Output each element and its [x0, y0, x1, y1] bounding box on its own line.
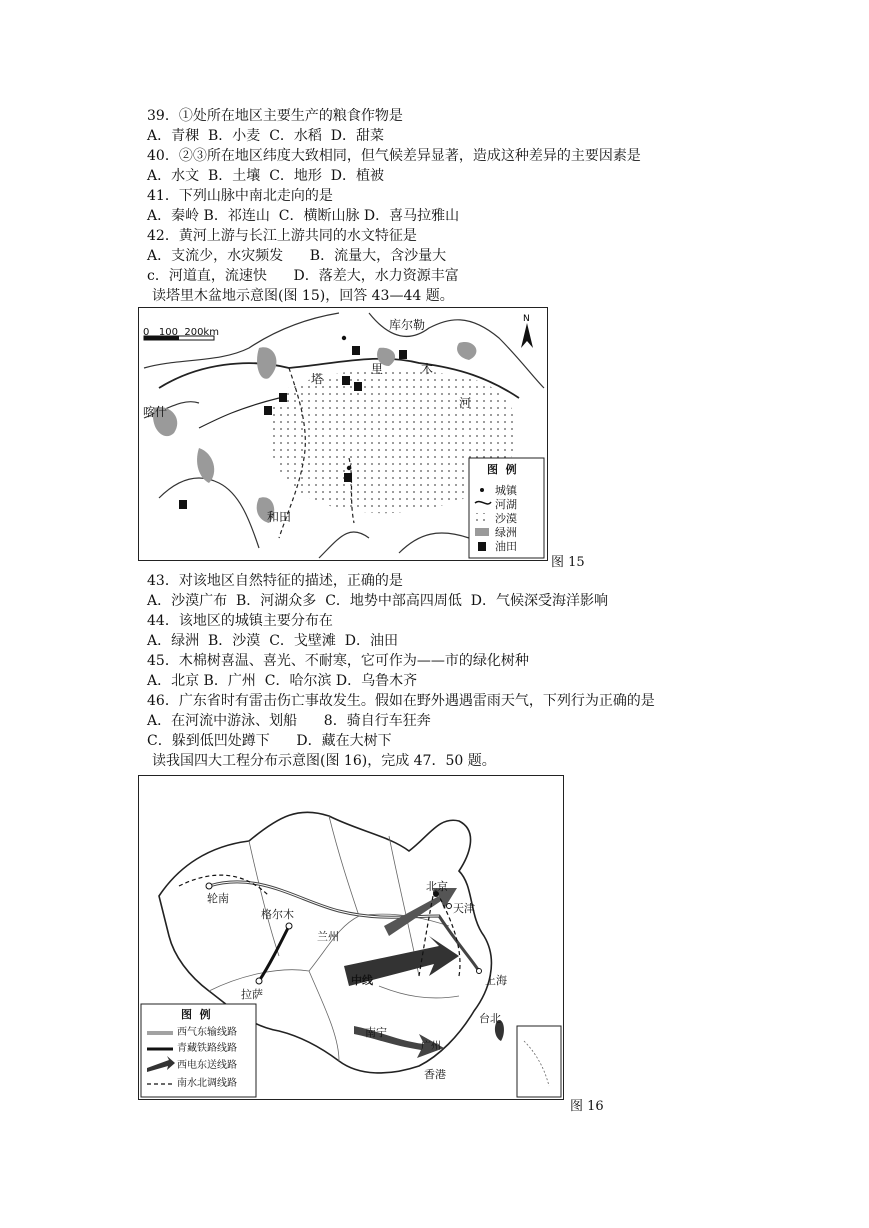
label-zhongxian: 中线: [351, 974, 373, 987]
legend-power: 西电东送线路: [177, 1060, 237, 1071]
label-li: 里: [371, 362, 384, 376]
q42-options-line2: c．河道直，流速快 D．落差大，水力资源丰富: [147, 268, 459, 284]
legend-title: 图 例: [181, 1008, 211, 1021]
figure-16-map: [138, 775, 564, 1100]
label-kashi: 喀什: [143, 405, 168, 419]
label-tianjin: 天津: [453, 902, 475, 915]
legend-oasis: 绿洲: [495, 526, 517, 539]
label-he: 河: [459, 396, 472, 410]
label-guangzhou: 广州: [421, 1041, 441, 1052]
town-icon: [342, 336, 346, 340]
figure-15-map: [138, 307, 548, 561]
intro-43-44: 读塔里木盆地示意图(图 15)，回答 43—44 题。: [152, 288, 454, 304]
label-lanzhou: 兰州: [317, 930, 339, 943]
label-taibei: 台北: [479, 1012, 501, 1025]
legend-oil: 油田: [495, 540, 517, 553]
q45-stem: 45．木棉树喜温、喜光、不耐寒，它可作为——市的绿化树种: [147, 653, 529, 669]
label-lunnan: 轮南: [207, 892, 229, 905]
label-beijing: 北京: [426, 880, 448, 893]
legend-town: 城镇: [495, 484, 517, 497]
oasis: [257, 347, 276, 379]
q46-options-line1: A．在河流中游泳、划船 8．骑自行车狂奔: [147, 713, 431, 729]
legend-desert: 沙漠: [495, 512, 517, 525]
label-ta: 塔: [311, 372, 324, 386]
town-icon: [347, 466, 351, 470]
oil-field-icon: [352, 346, 360, 355]
north-arrow-icon: [521, 323, 533, 348]
oil-field-icon: [179, 500, 187, 509]
legend-rail: 青藏铁路线路: [177, 1043, 237, 1054]
city-icon: [447, 904, 452, 909]
legend-river: 河湖: [495, 498, 517, 511]
q39-options: A．青稞 B．小麦 C．水稻 D．甜菜: [147, 128, 385, 144]
label-nanning: 南宁: [365, 1026, 387, 1039]
intro-47-50: 读我国四大工程分布示意图(图 16)，完成 47．50 题。: [152, 753, 496, 769]
q40-stem: 40．②③所在地区纬度大致相同，但气候差异显著，造成这种差异的主要因素是: [147, 148, 641, 164]
q45-options: A．北京 B．广州 C．哈尔滨 D．乌鲁木齐: [147, 673, 418, 689]
legend-water: 南水北调线路: [177, 1078, 237, 1089]
oil-field-icon: [342, 376, 350, 385]
label-xianggang: 香港: [424, 1068, 446, 1081]
oil-field-icon: [344, 473, 352, 482]
figure-16-caption: 图 16: [570, 1099, 604, 1114]
label-lasa: 拉萨: [241, 988, 263, 1001]
legend-title: 图 例: [487, 463, 517, 476]
q41-stem: 41．下列山脉中南北走向的是: [147, 188, 333, 204]
oil-field-icon: [264, 406, 272, 415]
label-geermu: 格尔木: [261, 908, 294, 921]
q43-options: A．沙漠广布 B．河湖众多 C．地势中部高四周低 D．气候深受海洋影响: [147, 593, 609, 609]
label-shanghai: 上海: [485, 974, 507, 987]
q46-stem: 46．广东省时有雷击伤亡事故发生。假如在野外遇遇雷雨天气，下列行为正确的是: [147, 693, 655, 709]
q40-options: A．水文 B．土壤 C．地形 D．植被: [147, 168, 385, 184]
railway-route: [259, 926, 289, 981]
oil-field-icon: [354, 382, 362, 391]
q41-options: A．秦岭 B．祁连山 C．横断山脉 D．喜马拉雅山: [147, 208, 460, 224]
oil-field-icon: [399, 350, 407, 359]
city-icon: [206, 883, 212, 889]
city-icon: [477, 969, 482, 974]
city-icon: [256, 978, 262, 984]
q46-options-line2: C．躲到低凹处蹲下 D．藏在大树下: [147, 733, 392, 749]
q42-stem: 42．黄河上游与长江上游共同的水文特征是: [147, 228, 417, 244]
oil-field-icon: [279, 393, 287, 402]
q43-stem: 43．对该地区自然特征的描述，正确的是: [147, 573, 403, 589]
figure-15-caption: 图 15: [551, 555, 585, 570]
q44-options: A．绿洲 B．沙漠 C．戈壁滩 D．油田: [147, 633, 399, 649]
label-kuerle: 库尔勒: [389, 318, 426, 332]
q42-options-line1: A．支流少，水灾频发 B．流量大，含沙量大: [147, 248, 447, 264]
label-hetian: 和田: [267, 510, 292, 524]
legend-gas: 西气东输线路: [177, 1027, 237, 1038]
label-mu: 木: [421, 362, 434, 376]
q39-stem: 39．①处所在地区主要生产的粮食作物是: [147, 108, 403, 124]
scale-label: 0 100 200km: [143, 327, 219, 338]
q44-stem: 44．该地区的城镇主要分布在: [147, 613, 333, 629]
svg-text:N: N: [523, 314, 530, 324]
oasis: [457, 342, 476, 360]
